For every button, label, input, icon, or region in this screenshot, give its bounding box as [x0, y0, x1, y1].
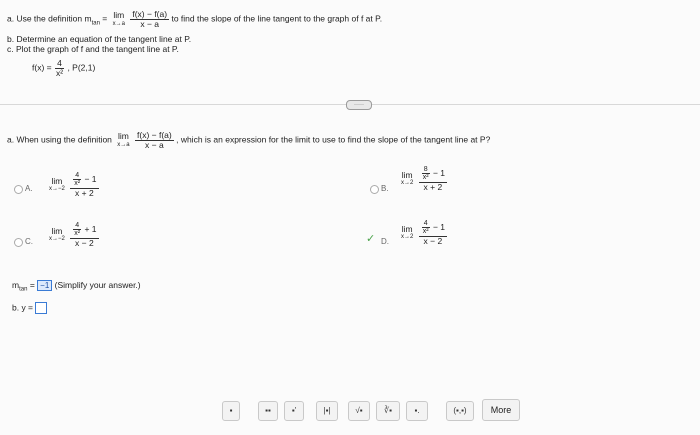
- mtan-answer-value[interactable]: −1: [37, 280, 52, 291]
- lim-word: lim: [113, 10, 125, 21]
- option-c-lim-word: lim: [51, 225, 63, 236]
- exponent-button[interactable]: ▪': [284, 401, 304, 421]
- option-c-lim-sub: x→−2: [49, 236, 65, 243]
- question-numerator: f(x) − f(a): [137, 130, 172, 140]
- answer-equals: =: [29, 280, 35, 290]
- option-a-radio[interactable]: [14, 185, 23, 194]
- option-b-lim-sub: x→2: [401, 180, 414, 187]
- option-d-lim-word: lim: [401, 223, 413, 234]
- option-b-inner-op: − 1: [432, 168, 445, 179]
- option-d-expression[interactable]: [398, 220, 447, 246]
- part-a-prefix: a. Use the definition m: [7, 13, 92, 24]
- option-c-inner-op: + 1: [84, 224, 97, 235]
- quotient-denominator: x − a: [140, 18, 160, 29]
- absolute-value-button[interactable]: |▪|: [316, 401, 338, 421]
- function-definition: [32, 59, 95, 78]
- tan-subscript: tan: [91, 20, 100, 27]
- question-lim-word: lim: [118, 131, 129, 142]
- option-a-lim-word: lim: [51, 175, 63, 186]
- question-text: [7, 131, 490, 150]
- option-d-inner-num: 4: [423, 220, 428, 227]
- option-a-inner-op: − 1: [84, 174, 97, 185]
- mtan-answer-line: [12, 280, 141, 293]
- mixed-number-button[interactable]: ▪▪: [258, 401, 278, 421]
- question-lim-subscript: x→a: [117, 141, 130, 148]
- m-label: m: [12, 280, 20, 290]
- fx-numerator: 4: [57, 58, 62, 68]
- more-button[interactable]: More: [482, 399, 520, 421]
- question-limit: [117, 132, 129, 148]
- option-b-inner-num: 8: [423, 166, 428, 173]
- b-label: b. y =: [12, 302, 34, 313]
- fx-fraction: [54, 59, 65, 78]
- equals-sign: =: [102, 13, 108, 24]
- option-d-fraction: [419, 220, 447, 246]
- fx-label: f(x) =: [32, 62, 52, 73]
- option-a-lim-sub: x→−2: [49, 186, 65, 193]
- fraction-button[interactable]: ▪: [222, 401, 240, 421]
- option-d-inner-den: x²: [422, 228, 429, 236]
- quotient-numerator: f(x) − f(a): [132, 9, 168, 19]
- option-a-letter: A.: [25, 184, 33, 193]
- option-d-letter: D.: [381, 237, 389, 246]
- question-denominator: x − a: [145, 139, 164, 150]
- option-d-limit: [401, 225, 413, 241]
- tangent-equation-line: [12, 302, 47, 314]
- option-d-numerator: [419, 220, 447, 237]
- lim-subscript: x→a: [112, 20, 125, 27]
- m-subscript: tan: [19, 286, 28, 293]
- option-c-numerator: [70, 222, 98, 239]
- option-b-limit: [401, 171, 413, 187]
- option-b-fraction: [419, 166, 447, 192]
- option-b-denominator: x + 2: [423, 181, 443, 192]
- limit-notation: [113, 11, 125, 27]
- expand-more-button[interactable]: ·····: [346, 100, 372, 110]
- problem-part-b: b. Determine an equation of the tangent line at P.: [7, 34, 192, 44]
- option-c-letter: C.: [25, 237, 33, 246]
- question-prefix: a. When using the definition: [7, 134, 112, 145]
- option-c-inner-num: 4: [75, 222, 80, 229]
- option-c-denominator: x − 2: [75, 237, 94, 248]
- square-root-button[interactable]: √▪: [348, 401, 370, 421]
- checkmark-icon: ✓: [366, 233, 376, 245]
- option-a-expression[interactable]: [46, 172, 99, 198]
- option-b-lim-word: lim: [401, 169, 413, 180]
- part-a-suffix: to find the slope of the line tangent to the graph of f at P.: [171, 13, 383, 24]
- problem-part-c: c. Plot the graph of f and the tangent line at P.: [7, 44, 179, 54]
- option-d-denominator: x − 2: [423, 235, 443, 246]
- tangent-equation-input[interactable]: [35, 302, 47, 314]
- point-p: , P(2,1): [67, 62, 96, 73]
- option-a-numerator: [70, 172, 98, 189]
- option-a-limit: [49, 177, 65, 193]
- option-c-limit: [49, 227, 65, 243]
- math-toolbar: [222, 401, 518, 419]
- decimal-button[interactable]: ▪.: [406, 401, 428, 421]
- option-b-radio[interactable]: [370, 185, 379, 194]
- fx-denominator: x²: [55, 67, 64, 78]
- option-c-radio[interactable]: [14, 238, 23, 247]
- option-b-letter: B.: [381, 184, 389, 193]
- option-d-inner-op: − 1: [432, 222, 445, 233]
- option-c-fraction: [70, 222, 98, 248]
- option-b-inner-den: x²: [422, 174, 429, 182]
- option-b-expression[interactable]: [398, 166, 447, 192]
- question-quotient: [135, 131, 174, 150]
- difference-quotient: [130, 10, 169, 29]
- question-suffix: , which is an expression for the limit to use to find the slope of the tangent line at P?: [176, 134, 491, 145]
- option-a-inner-num: 4: [75, 172, 80, 179]
- option-d-lim-sub: x→2: [401, 234, 414, 241]
- simplify-hint: (Simplify your answer.): [54, 280, 141, 290]
- option-a-fraction: [70, 172, 98, 198]
- option-a-denominator: x + 2: [75, 187, 94, 198]
- option-a-inner-den: x²: [74, 180, 81, 188]
- option-c-inner-den: x²: [74, 230, 81, 238]
- option-b-numerator: [419, 166, 447, 183]
- ordered-pair-button[interactable]: (▪,▪): [446, 401, 474, 421]
- cube-root-button[interactable]: ∛▪: [376, 401, 400, 421]
- option-c-expression[interactable]: [46, 222, 99, 248]
- problem-part-a: [7, 10, 382, 29]
